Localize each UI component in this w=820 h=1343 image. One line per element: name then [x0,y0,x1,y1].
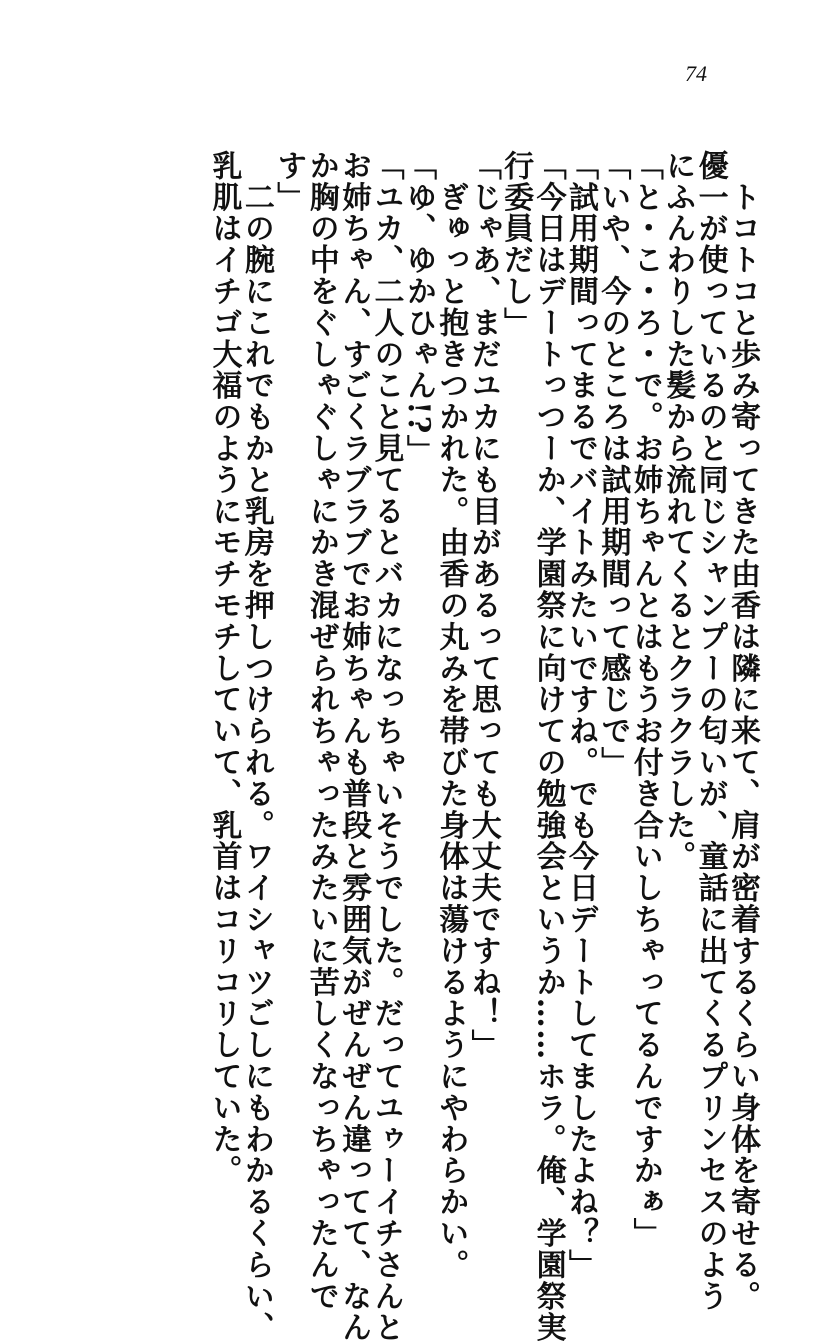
text-line: か胸の中をぐしゃぐしゃにかき混ぜられちゃったみたいに苦しくなっちゃったんで [303,150,339,1312]
text-line: 行委員だし」 [498,150,534,339]
text-line: 優一が使っているのと同じシャンプーの匂いが、童話に出てくるプリンセスのよう [692,150,728,1312]
vertical-body-text [206,150,760,1343]
text-line: お姉ちゃん、すごくラブラブでお姉ちゃんも普段と雰囲気がぜんぜん違ってて、なん [336,150,372,1343]
text-line: 「いや、今のところは試用期間って感じで」 [595,150,631,778]
page-number: 74 [685,61,707,86]
text-line: トコトコと歩み寄ってきた由香は隣に来て、肩が密着するくらい身体を寄せる。 [725,150,760,1312]
text-line: 「じゃあ、まだユカにも目があるって思っても大丈夫ですね！」 [465,150,501,1061]
text-line: 「今日はデートっつーか、学園祭に向けての勉強会というか……ホラ。俺、学園祭実 [530,150,566,1343]
text-line: 「ユカ、二人のこと見てるとバカになっちゃいそうでした。だってユゥーイチさんと [368,150,404,1343]
text-line: 「ゆ、ゆかひゃん!?」 [400,150,436,467]
text-line: ぎゅっと抱きつかれた。由香の丸みを帯びた身体は蕩けるようにやわらかい。 [433,150,469,1281]
text-line: にふんわりした髪から流れてくるとクラクラした。 [660,150,696,873]
text-line: 乳肌はイチゴ大福のようにモチモチしていて、乳首はコリコリしていた。 [206,150,242,1187]
text-line: 「と・こ・ろ・で。お姉ちゃんとはもうお付き合いしちゃってるんですかぁ」 [627,150,663,1249]
text-line: す」 [271,150,307,213]
text-line: 「試用期間ってまるでバイトみたいですね。でも今日デートしてましたよね？」 [562,150,598,1281]
text-line: 二の腕にこれでもかと乳房を押しつけられる。ワイシャツごしにもわかるくらい、 [238,150,274,1343]
